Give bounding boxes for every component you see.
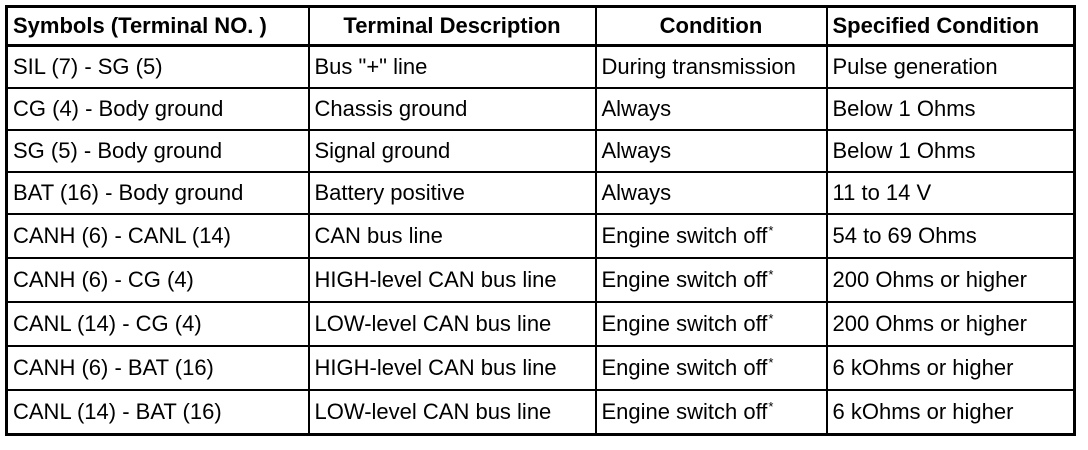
table-row [7, 172, 1075, 214]
table-row [7, 46, 1075, 89]
symbol-cell: CG (4) - Body ground [7, 88, 309, 130]
condition-cell [596, 346, 827, 390]
symbol-cell: BAT (16) - Body ground [7, 172, 309, 214]
table-row [7, 88, 1075, 130]
table-row [7, 390, 1075, 435]
specified-cell: 6 kOhms or higher [827, 390, 1075, 435]
symbol-cell: CANH (6) - CANL (14) [7, 214, 309, 258]
symbol-cell: CANL (14) - CG (4) [7, 302, 309, 346]
symbol-cell: CANH (6) - CG (4) [7, 258, 309, 302]
description-cell: LOW-level CAN bus line [309, 390, 596, 435]
description-cell: Bus "+" line [309, 46, 596, 89]
condition-text: Always [601, 180, 672, 205]
footnote-asterisk: * [768, 398, 774, 414]
specified-cell: 6 kOhms or higher [827, 346, 1075, 390]
specified-cell: 200 Ohms or higher [827, 302, 1075, 346]
symbol-cell: CANL (14) - BAT (16) [7, 390, 309, 435]
description-cell: CAN bus line [309, 214, 596, 258]
description-cell: HIGH-level CAN bus line [309, 346, 596, 390]
condition-cell [596, 302, 827, 346]
condition-text: Engine switch off [601, 223, 768, 248]
specified-cell: Below 1 Ohms [827, 130, 1075, 172]
specified-cell: 11 to 14 V [827, 172, 1075, 214]
table-row [7, 130, 1075, 172]
condition-text: Engine switch off [601, 267, 768, 292]
specified-cell: 54 to 69 Ohms [827, 214, 1075, 258]
condition-cell [596, 130, 827, 172]
condition-cell [596, 258, 827, 302]
condition-text: Always [601, 138, 672, 163]
condition-text: Engine switch off [601, 355, 768, 380]
condition-cell [596, 214, 827, 258]
specified-cell: 200 Ohms or higher [827, 258, 1075, 302]
symbol-cell: SIL (7) - SG (5) [7, 46, 309, 89]
specified-cell: Pulse generation [827, 46, 1075, 89]
terminal-spec-table [5, 5, 1076, 436]
footnote-asterisk: * [768, 310, 774, 326]
table-row [7, 214, 1075, 258]
condition-cell [596, 390, 827, 435]
description-cell: LOW-level CAN bus line [309, 302, 596, 346]
condition-text: During transmission [601, 54, 796, 79]
terminal-spec-table-container [5, 5, 1076, 436]
column-header-symbols: Symbols (Terminal NO. ) [7, 7, 309, 46]
footnote-asterisk: * [768, 222, 774, 238]
table-row [7, 258, 1075, 302]
description-cell: Battery positive [309, 172, 596, 214]
column-header-specified-condition: Specified Condition [827, 7, 1075, 46]
description-cell: Signal ground [309, 130, 596, 172]
table-header-row [7, 7, 1075, 46]
description-cell: HIGH-level CAN bus line [309, 258, 596, 302]
footnote-asterisk: * [768, 354, 774, 370]
description-cell: Chassis ground [309, 88, 596, 130]
table-row [7, 346, 1075, 390]
table-row [7, 302, 1075, 346]
condition-text: Engine switch off [601, 311, 768, 336]
symbol-cell: SG (5) - Body ground [7, 130, 309, 172]
footnote-asterisk: * [768, 266, 774, 282]
specified-cell: Below 1 Ohms [827, 88, 1075, 130]
condition-cell [596, 46, 827, 89]
condition-cell [596, 88, 827, 130]
symbol-cell: CANH (6) - BAT (16) [7, 346, 309, 390]
column-header-condition: Condition [596, 7, 827, 46]
condition-text: Always [601, 96, 672, 121]
column-header-terminal-description: Terminal Description [309, 7, 596, 46]
condition-cell [596, 172, 827, 214]
condition-text: Engine switch off [601, 399, 768, 424]
